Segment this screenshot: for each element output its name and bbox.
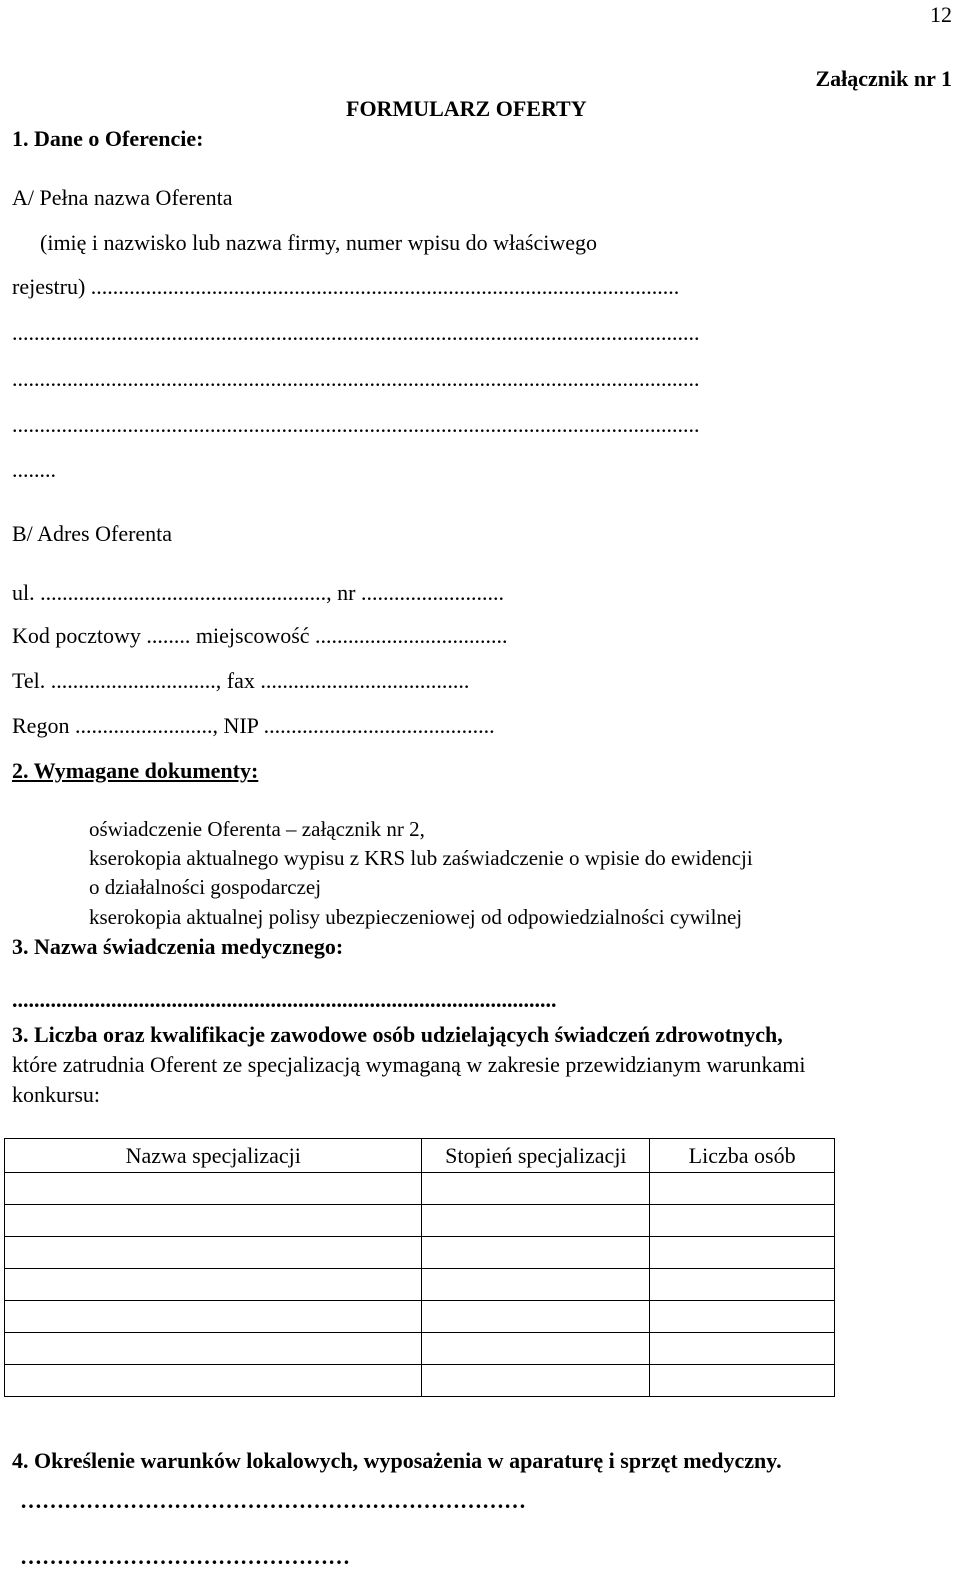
table-cell[interactable] xyxy=(5,1301,422,1333)
service-name-field[interactable]: ................................................................................................... xyxy=(12,987,557,1012)
table-row xyxy=(5,1173,835,1205)
table-header-row xyxy=(5,1139,835,1173)
table-row xyxy=(5,1365,835,1397)
equipment-field-line1[interactable]: …………………………………………………………… xyxy=(20,1488,526,1513)
table-cell[interactable] xyxy=(422,1173,650,1205)
table-cell[interactable] xyxy=(5,1237,422,1269)
table-row xyxy=(5,1269,835,1301)
offeror-name-field-line4[interactable]: ............................................................................................................................. xyxy=(12,412,700,437)
offeror-name-field-line2[interactable]: ............................................................................................................................. xyxy=(12,320,700,345)
offeror-name-field-line3[interactable]: ............................................................................................................................. xyxy=(12,366,700,391)
column-header-degree: Stopień specjalizacji xyxy=(422,1139,650,1173)
table-cell[interactable] xyxy=(650,1173,835,1205)
table-row xyxy=(5,1205,835,1237)
table-row xyxy=(5,1333,835,1365)
table-cell[interactable] xyxy=(5,1365,422,1397)
postcode-city-field[interactable]: Kod pocztowy ........ miejscowość ................................... xyxy=(12,623,508,648)
offeror-name-field-line5[interactable]: ........ xyxy=(12,457,56,482)
table-cell[interactable] xyxy=(422,1333,650,1365)
table-cell[interactable] xyxy=(422,1269,650,1301)
section2-heading: 2. Wymagane dokumenty: xyxy=(12,758,259,783)
equipment-field-line2[interactable]: ……………………………………… xyxy=(20,1544,350,1569)
table-cell[interactable] xyxy=(650,1365,835,1397)
table-cell[interactable] xyxy=(650,1205,835,1237)
table-cell[interactable] xyxy=(422,1237,650,1269)
required-doc-item: oświadczenie Oferenta – załącznik nr 2, xyxy=(89,817,425,841)
table-cell[interactable] xyxy=(422,1365,650,1397)
table-cell[interactable] xyxy=(422,1301,650,1333)
offeror-name-hint: (imię i nazwisko lub nazwa firmy, numer wpisu do właściwego xyxy=(40,230,597,255)
page-number: 12 xyxy=(930,2,952,27)
regon-nip-field[interactable]: Regon ........................., NIP .......................................... xyxy=(12,713,495,738)
table-cell[interactable] xyxy=(650,1237,835,1269)
offeror-name-label: A/ Pełna nazwa Oferenta xyxy=(12,185,233,210)
table-cell[interactable] xyxy=(5,1333,422,1365)
table-row xyxy=(5,1301,835,1333)
form-title: FORMULARZ OFERTY xyxy=(346,96,587,121)
column-header-specialization: Nazwa specjalizacji xyxy=(5,1139,422,1173)
column-header-count: Liczba osób xyxy=(650,1139,835,1173)
table-cell[interactable] xyxy=(5,1205,422,1237)
table-cell[interactable] xyxy=(650,1333,835,1365)
table-row xyxy=(5,1237,835,1269)
required-doc-item: kserokopia aktualnego wypisu z KRS lub zaświadczenie o wpisie do ewidencji xyxy=(89,846,753,870)
section3-staff-text: które zatrudnia Oferent ze specjalizacją wymaganą w zakresie przewidzianym warunkami xyxy=(12,1052,806,1077)
required-doc-item: o działalności gospodarczej xyxy=(89,875,322,899)
phone-fax-field[interactable]: Tel. .............................., fax ...................................... xyxy=(12,668,470,693)
offeror-name-field-line1[interactable]: rejestru) ........................................................................................................... xyxy=(12,274,680,299)
table-cell[interactable] xyxy=(650,1301,835,1333)
staff-table xyxy=(4,1138,835,1397)
attachment-label: Załącznik nr 1 xyxy=(815,66,952,91)
table-cell[interactable] xyxy=(422,1205,650,1237)
table-cell[interactable] xyxy=(5,1173,422,1205)
section3-staff-heading: 3. Liczba oraz kwalifikacje zawodowe osób udzielających świadczeń zdrowotnych, xyxy=(12,1022,783,1047)
section3-staff-text: konkursu: xyxy=(12,1082,100,1107)
street-field[interactable]: ul. ...................................................., nr .......................... xyxy=(12,580,504,605)
section3-service-heading: 3. Nazwa świadczenia medycznego: xyxy=(12,934,344,959)
section4-heading: 4. Określenie warunków lokalowych, wyposażenia w aparaturę i sprzęt medyczny. xyxy=(12,1448,782,1473)
section1-heading: 1. Dane o Oferencie: xyxy=(12,126,204,151)
required-doc-item: kserokopia aktualnej polisy ubezpieczeniowej od odpowiedzialności cywilnej xyxy=(89,905,743,929)
offeror-address-label: B/ Adres Oferenta xyxy=(12,521,173,546)
table-cell[interactable] xyxy=(650,1269,835,1301)
table-cell[interactable] xyxy=(5,1269,422,1301)
